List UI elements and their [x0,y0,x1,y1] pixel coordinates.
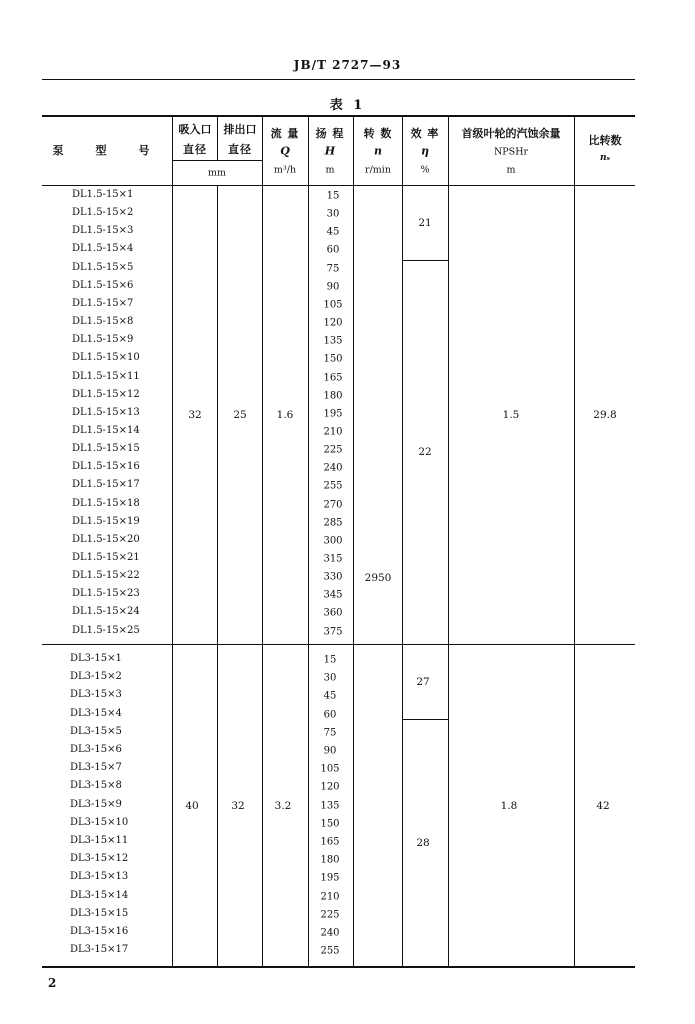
header-npsh-1: 首级叶轮的汽蚀余量 [461,127,561,140]
head-cell: 60 [326,244,340,256]
head-cell: 375 [323,626,343,638]
model-cell: DL3-15×8 [70,780,122,792]
header-eff-2: η [421,144,429,158]
g1-inlet: 32 [188,409,202,421]
head-cell: 15 [326,190,340,202]
head-cell: 270 [323,499,343,511]
head-cell: 255 [323,480,343,492]
header-ns-1: 比转数 [588,134,622,147]
head-cell: 150 [320,818,340,830]
header-head-3: m [325,164,335,176]
model-cell: DL1.5-15×7 [72,297,134,309]
model-cell: DL1.5-15×22 [72,570,140,582]
model-cell: DL1.5-15×24 [72,606,140,618]
model-cell: DL3-15×15 [70,907,129,919]
head-cell: 240 [323,462,343,474]
eff-split-1 [402,260,448,261]
table-caption: 表 1 [329,98,366,113]
model-cell: DL1.5-15×9 [72,334,134,346]
shared-speed: 2950 [364,572,392,584]
header-eff-1: 效 率 [410,127,440,140]
head-cell: 180 [323,390,343,402]
unit-rule [172,160,262,161]
header-flow-2: Q [280,144,290,158]
header-diameter-unit: mm [207,167,227,179]
head-cell: 210 [323,426,343,438]
g2-flow: 3.2 [274,800,292,812]
header-flow-3: m³/h [273,164,297,176]
head-cell: 285 [323,517,343,529]
model-cell: DL1.5-15×19 [72,515,140,527]
header-head-1: 扬 程 [315,127,345,140]
header-inlet-2: 直径 [183,143,207,156]
head-cell: 195 [320,872,340,884]
g1-outlet: 25 [233,409,247,421]
model-cell: DL1.5-15×8 [72,316,134,328]
head-cell: 45 [323,690,337,702]
head-cell: 75 [326,263,340,275]
g2-outlet: 32 [231,800,245,812]
header-bottom-rule [42,185,635,186]
head-cell: 135 [323,335,343,347]
head-cell: 225 [323,444,343,456]
g1-ns: 29.8 [593,409,617,421]
model-cell: DL3-15×11 [70,835,129,846]
col-rule-7 [448,115,449,966]
header-speed-2: n [374,144,382,158]
model-cell: DL3-15×16 [70,926,129,937]
head-cell: 330 [323,571,343,583]
head-cell: 255 [320,945,340,957]
header-speed-3: r/min [365,164,391,176]
col-rule-2b [217,185,218,966]
table-bottom-rule [42,966,635,968]
model-cell: DL1.5-15×10 [72,352,140,364]
model-cell: DL3-15×10 [70,816,129,828]
head-cell: 225 [320,909,340,921]
header-head-2: H [324,144,336,158]
head-cell: 195 [323,408,343,420]
model-cell: DL1.5-15×6 [72,279,134,291]
model-cell: DL1.5-15×17 [72,479,140,491]
head-cell: 45 [326,226,340,238]
model-cell: DL1.5-15×25 [72,624,140,636]
model-cell: DL1.5-15×15 [72,443,140,455]
model-cell: DL1.5-15×23 [72,588,140,600]
model-cell: DL3-15×9 [70,798,122,810]
head-cell: 120 [320,781,340,793]
header-outlet-1: 排出口 [223,123,257,136]
header-inlet-1: 吸入口 [178,123,212,136]
head-cell: 180 [320,854,340,866]
col-rule-6 [402,115,403,966]
model-cell: DL1.5-15×11 [72,370,140,382]
page-number: 2 [48,976,57,990]
header-rule [42,79,635,80]
model-cell: DL1.5-15×18 [72,497,140,509]
group-divider [42,644,635,645]
model-cell: DL3-15×2 [70,671,122,683]
col-rule-3 [262,115,263,966]
head-cell: 120 [323,317,343,329]
model-cell: DL1.5-15×4 [72,243,134,255]
col-rule-5 [353,115,354,966]
col-rule-4 [308,115,309,966]
header-speed-1: 转 数 [363,127,393,140]
col-rule-8 [574,115,575,966]
g1-flow: 1.6 [276,409,294,421]
header-eff-3: % [420,164,430,176]
head-cell: 315 [323,553,343,565]
head-cell: 360 [323,607,343,619]
g2-eff-a: 27 [416,676,430,688]
head-cell: 105 [320,763,340,775]
model-cell: DL3-15×6 [70,744,122,755]
model-cell: DL3-15×3 [70,689,122,701]
header-npsh-3: m [506,164,516,176]
head-cell: 240 [320,927,340,939]
eff-split-2 [402,719,448,720]
g1-eff-b: 22 [418,446,432,458]
head-cell: 345 [323,589,343,601]
model-cell: DL1.5-15×16 [72,461,140,473]
g2-eff-b: 28 [416,837,430,849]
table-top-rule [42,115,635,117]
g2-inlet: 40 [185,800,199,812]
head-cell: 165 [320,836,340,848]
model-cell: DL3-15×13 [70,871,129,883]
head-cell: 30 [326,208,340,220]
g1-eff-a: 21 [418,217,432,229]
standard-number: JB/T 2727—93 [293,58,402,72]
head-cell: 90 [326,281,340,293]
col-rule-2 [217,115,218,160]
g2-npsh: 1.8 [500,800,518,812]
model-cell: DL3-15×12 [70,853,129,865]
header-flow-1: 流 量 [270,127,300,140]
model-cell: DL3-15×5 [70,725,122,737]
header-npsh-2: NPSHr [493,146,529,158]
g1-npsh: 1.5 [502,409,520,421]
model-cell: DL3-15×7 [70,762,122,774]
col-rule-1 [172,115,173,966]
head-cell: 105 [323,299,343,311]
model-cell: DL1.5-15×1 [72,189,134,200]
model-cell: DL3-15×14 [70,889,129,901]
head-cell: 150 [323,353,343,365]
model-cell: DL1.5-15×2 [72,207,134,219]
model-cell: DL3-15×4 [70,707,122,719]
model-cell: DL1.5-15×13 [72,406,140,418]
model-cell: DL3-15×17 [70,944,129,956]
head-cell: 15 [323,654,337,666]
head-cell: 135 [320,800,340,812]
model-cell: DL1.5-15×12 [72,388,140,400]
header-model: 泵 型 号 [52,144,164,157]
head-cell: 210 [320,891,340,903]
head-cell: 75 [323,727,337,739]
model-cell: DL1.5-15×5 [72,261,134,273]
head-cell: 30 [323,672,337,684]
model-cell: DL1.5-15×20 [72,533,140,545]
g2-ns: 42 [596,800,610,812]
header-ns-2: nₛ [599,153,611,163]
head-cell: 60 [323,709,337,721]
head-cell: 300 [323,535,343,547]
head-cell: 165 [323,372,343,383]
head-cell: 90 [323,745,337,757]
model-cell: DL1.5-15×21 [72,552,140,563]
header-outlet-2: 直径 [228,143,252,156]
model-cell: DL1.5-15×14 [72,424,140,436]
model-cell: DL1.5-15×3 [72,225,134,237]
model-cell: DL3-15×1 [70,653,122,664]
